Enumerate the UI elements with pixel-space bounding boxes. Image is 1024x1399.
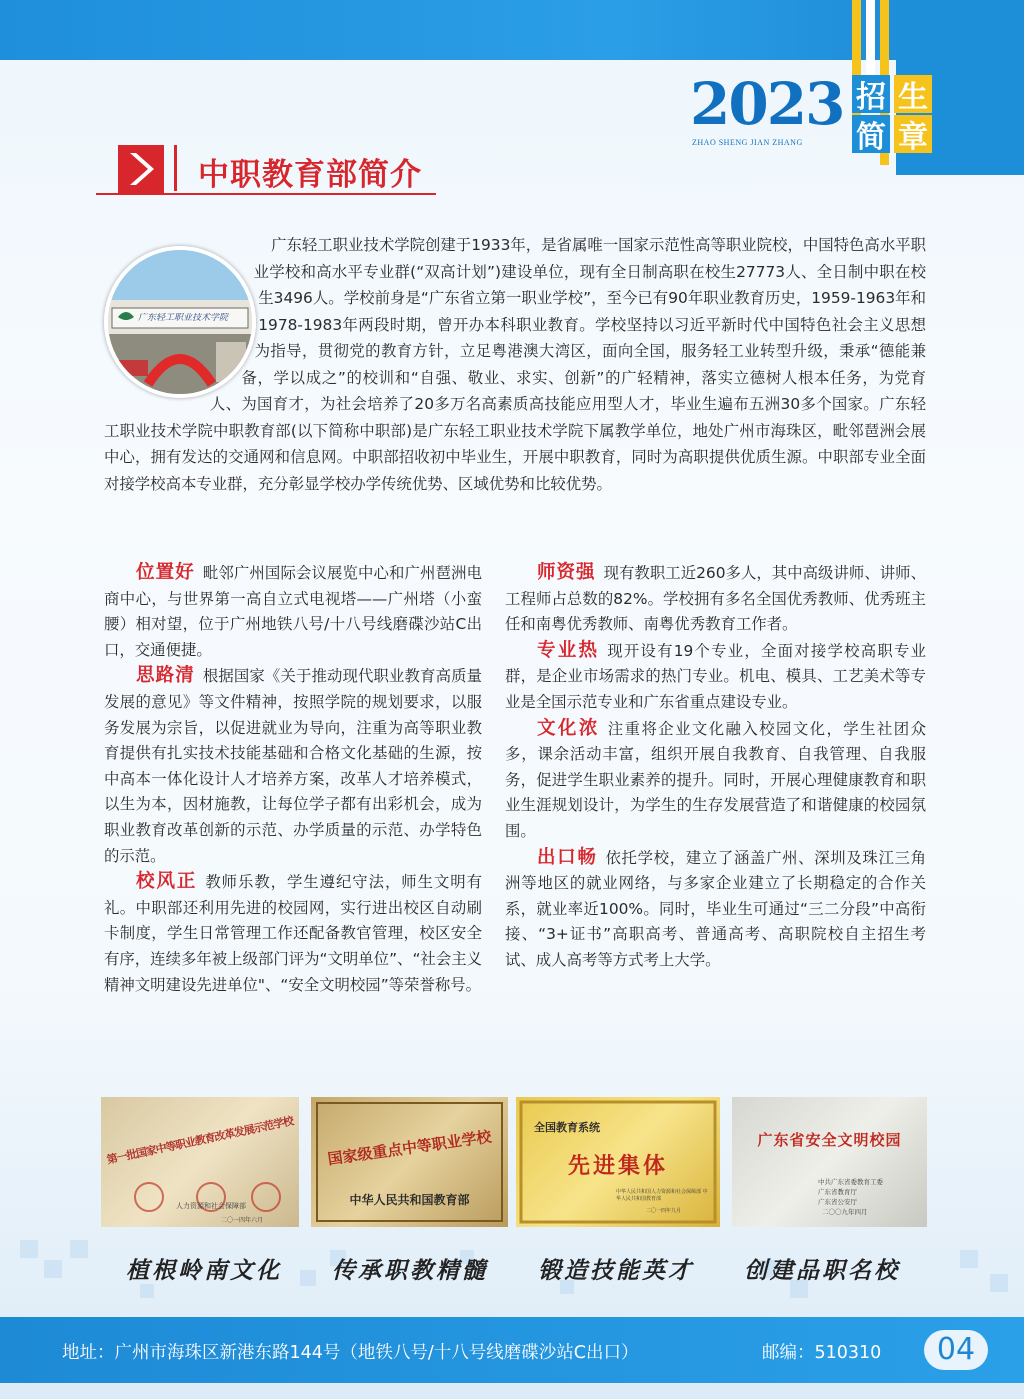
feature-keyword: 思路清: [136, 665, 195, 687]
plaque-key-vocational-school: [311, 1097, 508, 1227]
feature-employment: [505, 845, 926, 974]
intro-section: [104, 232, 926, 497]
slogan: 植根岭南文化: [126, 1257, 282, 1284]
feature-text: 现开设有19个专业，全面对接学校高职专业群，是企业市场需求的热门专业。机电、模具、工艺美术等专业是全国示范专业和广东省重点建设专业。: [505, 641, 926, 711]
feature-majors: [505, 638, 926, 716]
plaque-safe-civilized-campus: [732, 1097, 927, 1227]
slogans-row: [101, 1252, 927, 1292]
plaque-date: 二〇一四年六月: [221, 1217, 264, 1224]
feature-strategy: [104, 663, 482, 869]
intro-paragraph: 广东轻工职业技术学院创建于1933年，是省属唯一国家示范性高等职业院校，中国特色高水平职业学校和高水平专业群(“双高计划”)建设单位，现有全日制高职在校生27773人、全日制中职在校生3496人。学校前身是“广东省立第一职业学校”，至今已有90年职业教育历史，1959-1963年和1978-1983年两段时期，曾开办本科职业教育。学校坚持以习近平新时代中国特色社会主义思想为指导，贯彻党的教育方针，立足粤港澳大湾区，面向全国，服务轻工业转型升级，秉承“德能兼备，学以成之”的校训和“自强、敬业、求实、创新”的广轻精神，落实立德树人根本任务，为党育人、为国育才，为社会培养了20多万名高素质高技能应用型人才，毕业生遍布五洲30多个国家。广东轻工职业技术学院中职教育部(以下简称中职部)是广东轻工职业技术学院下属教学单位，地处广州市海珠区，毗邻琶洲会展中心，拥有发达的交通网和信息网。中职部招收初中毕业生，开展中职教育，同时为高职提供优质生源。中职部专业全面对接学校高本专业群，充分彰显学校办学传统优势、区域优势和比较优势。: [104, 236, 926, 493]
feature-text: 根据国家《关于推动现代职业教育高质量发展的意见》等文件精神，按照学院的规划要求，以服务发展为宗旨，以促进就业为导向，注重为高等职业教育提供有扎实技术技能基础和合格文化基础的生源，按中高本一体化设计人才培养方案，改革人才培养模式，以生为本，因材施教，让每位学子都有出彩机会，成为职业教育改革创新的示范、办学质量的示范、办学特色的示范。: [104, 667, 482, 865]
chevron-right-icon: [118, 145, 164, 193]
slogan: 传承职教精髓: [332, 1257, 488, 1284]
brand-char-jian: 简: [852, 115, 890, 153]
plaque-issuer: 人力资源和社会保障部: [176, 1202, 246, 1210]
plaque-issuer: 中华人民共和国人力资源和社会保障部 中华人民共和国教育部: [616, 1189, 708, 1202]
campus-gate-sign: 广东轻工职业技术学院: [138, 313, 229, 323]
plaque-title: 第一批国家中等职业教育改革发展示范学校: [105, 1114, 295, 1167]
feature-location: [104, 560, 482, 663]
plaque-title: 广东省安全文明校园: [757, 1131, 902, 1149]
plaque-national-demonstration: [101, 1097, 299, 1227]
feature-faculty: [505, 560, 926, 638]
brand-logo: [690, 70, 940, 160]
feature-text: 现有教职工近260多人，其中高级讲师、讲师、工程师占总数的82%。学校拥有多名全国优秀教师、优秀班主任和南粤优秀教师、南粤优秀教育工作者。: [505, 564, 926, 634]
feature-keyword: 师资强: [537, 562, 596, 583]
plaque-date: 二〇〇九年四月: [822, 1208, 868, 1216]
plaque-date: 二〇一四年九月: [646, 1208, 682, 1214]
feature-text: 教师乐教，学生遵纪守法，师生文明有礼。中职部还利用先进的校园网，实行进出校区自动刷卡制度，学生日常管理工作还配备教官管理，校区安全有序，连续多年被上级部门评为“文明单位”、“社会主义精神文明建设先进单位"、“安全文明校园”等荣誉称号。: [104, 873, 482, 994]
brand-year: 2023: [690, 70, 844, 138]
feature-keyword: 校风正: [136, 871, 198, 893]
plaque-title: 先进集体: [567, 1154, 668, 1179]
brand-char-zhao: 招: [852, 75, 890, 113]
left-column: [104, 560, 482, 998]
plaque-header: 全国教育系统: [534, 1121, 600, 1134]
brand-subtitle: ZHAO SHENG JIAN ZHANG: [692, 138, 803, 147]
section-title-bar: [96, 143, 436, 195]
feature-keyword: 文化浓: [537, 717, 600, 739]
feature-culture: [505, 716, 926, 845]
plaque-advanced-collective: [516, 1097, 720, 1227]
plaque-issuer: 广东省公安厅: [818, 1198, 857, 1206]
feature-keyword: 专业热: [537, 639, 600, 661]
feature-keyword: 位置好: [136, 562, 195, 583]
feature-text: 毗邻广州国际会议展览中心和广州琶洲电商中心，与世界第一高自立式电视塔——广州塔（小蛮腰）相对望，位于广州地铁八号/十八号线磨碟沙站C出口，交通便捷。: [104, 564, 482, 659]
plaque-issuer: 广东省教育厅: [818, 1188, 857, 1196]
plaque-issuer: 中华人民共和国教育部: [349, 1193, 470, 1207]
plaque-issuer: 中共广东省委教育工委: [818, 1178, 883, 1186]
page-number: 04: [924, 1330, 988, 1370]
feature-school-spirit: [104, 869, 482, 998]
honor-plaques: [101, 1097, 927, 1227]
right-column: [505, 560, 926, 974]
page-title: 中职教育部简介: [198, 157, 422, 193]
title-divider: [174, 145, 177, 191]
footer-postcode: 邮编：510310: [762, 1343, 882, 1363]
title-underline: [96, 193, 436, 195]
feature-text: 依托学校，建立了涵盖广州、深圳及珠江三角洲等地区的就业网络，与多家企业建立了长期稳定的合作关系，就业率近100%。同时，毕业生可通过“三二分段”中高衔接、“3+证书”高职高考、普通高考、高职院校自主招生考试、成人高考等方式考上大学。: [505, 848, 926, 969]
plaque-title: 国家级重点中等职业学校: [326, 1127, 493, 1169]
slogan: 创建品职名校: [744, 1257, 900, 1284]
footer-bar: [0, 1317, 1024, 1383]
brand-char-zhang: 章: [894, 115, 932, 153]
feature-text: 注重将企业文化融入校园文化，学生社团众多，课余活动丰富，组织开展自我教育、自我管理、自我服务，促进学生职业素养的提升。同时，开展心理健康教育和职业生涯规划设计，为学生的生存发展营造了和谐健康的校园氛围。: [505, 719, 926, 840]
feature-keyword: 出口畅: [537, 846, 598, 868]
footer-address: 地址：广州市海珠区新港东路144号（地铁八号/十八号线磨碟沙站C出口）: [62, 1343, 639, 1363]
brand-char-sheng: 生: [894, 75, 932, 113]
slogan: 锻造技能英才: [538, 1257, 694, 1284]
